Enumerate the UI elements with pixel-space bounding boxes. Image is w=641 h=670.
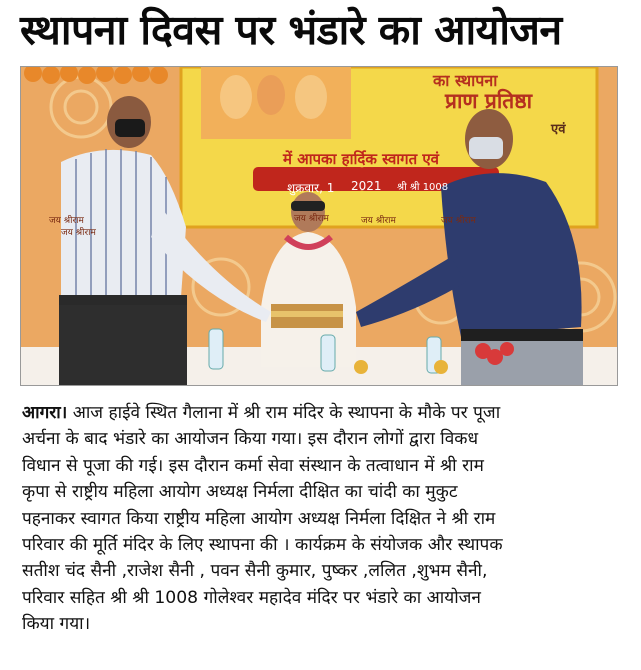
- body-line-1: [22, 400, 626, 426]
- side-text-1: जय श्रीराम: [49, 216, 84, 226]
- jai-shriram-1: जय श्रीराम: [294, 214, 329, 224]
- news-photo: [20, 66, 618, 386]
- headline: स्थापना दिवस पर भंडारे का आयोजन: [20, 6, 562, 54]
- jai-shriram-3: जय श्रीराम: [441, 216, 476, 226]
- body-line-2: अर्चना के बाद भंडारे का आयोजन किया गया। इस दौरान लोगों द्वारा विकध: [22, 429, 479, 450]
- body-line-9: किया गया।: [22, 614, 91, 635]
- body-line-4: कृपा से राष्ट्रीय महिला आयोग अध्यक्ष निर्मला दीक्षित का चांदी का मुकुट: [22, 482, 458, 503]
- dateline: आगरा।: [22, 403, 68, 423]
- banner-year: 2021: [351, 179, 382, 193]
- banner-welcome: में आपका हार्दिक स्वागत एवं: [283, 150, 440, 168]
- article-body: [22, 400, 626, 638]
- jai-shriram-2: जय श्रीराम: [361, 216, 396, 226]
- banner-date: शुक्रवार, 1: [287, 181, 335, 195]
- body-line-3: विधान से पूजा की गई। इस दौरान कर्मा सेवा संस्थान के तत्वाधान में श्री राम: [22, 455, 484, 476]
- body-line-7: सतीश चंद सैनी ,राजेश सैनी , पवन सैनी कुमार, पुष्कर ,ललित ,शुभम सैनी,: [22, 561, 488, 582]
- side-text-2: जय श्रीराम: [61, 228, 96, 238]
- banner-line-1: का स्थापना: [433, 71, 498, 90]
- body-line-5: पहनाकर स्वागत किया राष्ट्रीय महिला आयोग अध्यक्ष निर्मला दिक्षित ने श्री राम: [22, 508, 496, 529]
- body-line-1-text: आज हाईवे स्थित गैलाना में श्री राम मंदिर के स्थापना के मौके पर पूजा: [67, 403, 501, 423]
- banner-temple: श्री श्री 1008: [397, 182, 449, 193]
- banner-line-2: प्राण प्रतिष्ठा: [445, 89, 533, 113]
- body-line-8: परिवार सहित श्री श्री 1008 गोलेश्वर महादेव मंदिर पर भंडारे का आयोजन: [22, 587, 481, 608]
- banner-line-3: एवं: [551, 122, 566, 137]
- body-line-6: परिवार की मूर्ति मंदिर के लिए स्थापना की । कार्यक्रम के संयोजक और स्थापक: [22, 534, 503, 555]
